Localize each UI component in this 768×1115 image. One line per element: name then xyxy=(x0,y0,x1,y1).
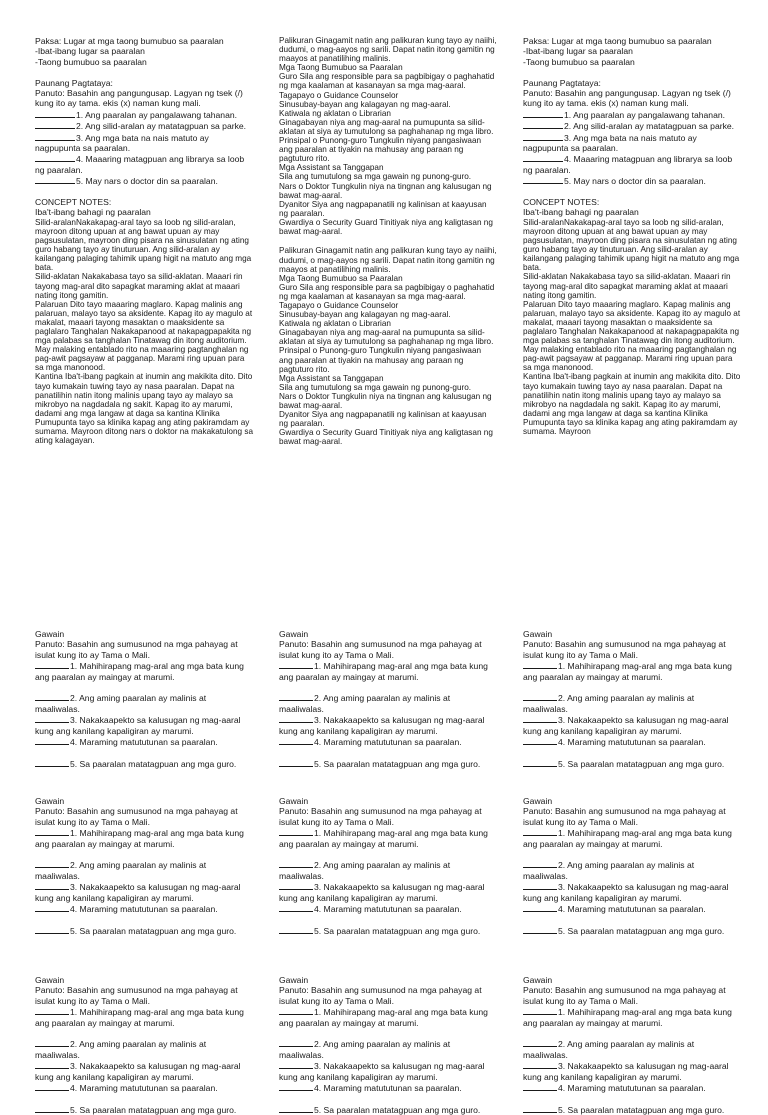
activity-title: Gawain xyxy=(35,796,65,806)
activity-item: 1. Mahihirapang mag-aral ang mga bata kung ang paaralan ay maingay at marumi. xyxy=(279,1007,488,1028)
answer-blank[interactable] xyxy=(35,1082,69,1091)
pretest-item: 1. Ang paaralan ay pangalawang tahanan. xyxy=(35,109,253,120)
answer-blank[interactable] xyxy=(35,1038,69,1047)
answer-blank[interactable] xyxy=(523,1104,557,1113)
answer-blank[interactable] xyxy=(523,109,563,118)
answer-blank[interactable] xyxy=(523,925,557,934)
activity-item: 4. Maraming matututunan sa paaralan. xyxy=(279,736,497,747)
answer-blank[interactable] xyxy=(523,758,557,767)
lesson-column-right xyxy=(523,36,741,436)
answer-blank[interactable] xyxy=(523,859,557,868)
answer-blank[interactable] xyxy=(35,120,75,129)
concept-notes-body: Silid-aralanNakakapag-aral tayo sa loob ng silid-aralan, mayroon ditong upuan at ang bawat upuan ay may pagsusulatan, mayroon ding pisara na sinusulatan ng ating guro habang tayo ay tinuturuan. Ang silid-aralan ay kailangang palaging tahimik upang higit na matuto ang mga bata. Silid-aklatan Nakakabasa tayo sa silid-aklatan. Maaari rin tayong mag-aral dito sapagkat maraming aklat at maaari nating itong gamitin. Palaruan Dito tayo maaaring maglaro. Kapag malinis ang palaruan, malayo tayo sa aksidente. Kapag ito ay magulo at makalat, maaari tayong masaktan o maaksidente sa paglalaro Tanghalan Nakakapanood at nakapagpapakita ng mga palabas sa tanghalan Tinatawag din itong auditorium. May malaking entablado rito na maaaring pagtanghalan ng pag-awit pagsayaw at pagganap. Marami ring upuan para sa mga manonood. Kantina Iba't-ibang pagkain at inumin ang makikita dito. Dito tayo kumakain tuwing tayo ay nasa paaralan. Dapat na panatilihin natin itong malinis upang tayo ay malayo sa mikrobyo na nagdadala ng sakit. Kapag ito ay marumi, dadami ang mga langaw at daga sa kantina Klinika Pumupunta tayo sa klinika kapag ang ating pakiramdam ay sumama. Mayroon xyxy=(523,217,741,437)
answer-blank[interactable] xyxy=(279,660,313,669)
activity-item: 1. Mahihirapang mag-aral ang mga bata kung ang paaralan ay maingay at marumi. xyxy=(523,661,732,682)
concept-notes-body: Silid-aralanNakakapag-aral tayo sa loob ng silid-aralan, mayroon ditong upuan at ang bawat upuan ay may pagsusulatan, mayroon ding pisara na sinusulatan ng ating guro habang tayo ay tinuturuan. Ang silid-aralan ay kailangang palaging tahimik upang higit na matuto ang mga bata. Silid-aklatan Nakakabasa tayo sa silid-aklatan. Maaari rin tayong mag-aral dito sapagkat maraming aklat at maaari nating itong gamitin. Palaruan Dito tayo maaaring maglaro. Kapag malinis ang palaruan, malayo tayo sa aksidente. Kapag ito ay magulo at makalat, maaari tayong masaktan o maaksidente sa paglalaro Tanghalan Nakakapanood at nakapagpapakita ng mga palabas sa tanghalan Tinatawag din itong auditorium. May malaking entablado rito na maaaring pagtanghalan ng pag-awit pagsayaw at pagganap. Marami ring upuan para sa mga manonood. Kantina Iba't-ibang pagkain at inumin ang makikita dito. Dito tayo kumakain tuwing tayo ay nasa paaralan. Dapat na panatilihin natin itong malinis upang tayo ay malayo sa mikrobyo na nagdadala ng sakit. Kapag ito ay marumi, dadami ang mga langaw at daga sa kantina Klinika Pumupunta tayo sa klinika kapag ang ating pakiramdam ay sumama. Mayroon ditong nars o doktor na makakatulong sa ating kalagayan. xyxy=(35,217,253,446)
gawain-activity-block xyxy=(279,975,497,1115)
gawain-activity-block xyxy=(279,629,497,769)
concept-notes-subtitle: Iba't-ibang bahagi ng paaralan xyxy=(35,207,151,218)
activity-item: 5. Sa paaralan matatagpuan ang mga guro. xyxy=(523,1104,741,1115)
activity-title: Gawain xyxy=(279,796,309,806)
activity-item: 2. Ang aming paaralan ay malinis at maaliwalas. xyxy=(523,693,695,714)
gawain-activity-block xyxy=(523,975,741,1115)
answer-blank[interactable] xyxy=(279,1082,313,1091)
activity-instructions: Panuto: Basahin ang sumusunod na mga pahayag at isulat kung ito ay Tama o Mali. xyxy=(523,806,726,827)
answer-blank[interactable] xyxy=(35,736,69,745)
activity-item: 2. Ang aming paaralan ay malinis at maaliwalas. xyxy=(35,1039,207,1060)
answer-blank[interactable] xyxy=(35,132,75,141)
activity-title: Gawain xyxy=(279,629,309,639)
activity-item: 5. Sa paaralan matatagpuan ang mga guro. xyxy=(35,758,253,769)
activity-title: Gawain xyxy=(523,975,553,985)
activity-item: 3. Nakakaapekto sa kalusugan ng mag-aaral kung ang kanilang kapaligiran ay marumi. xyxy=(279,1061,485,1082)
activity-item: 4. Maraming matututunan sa paaralan. xyxy=(523,903,741,914)
activity-item: 4. Maraming matututunan sa paaralan. xyxy=(279,1082,497,1093)
answer-blank[interactable] xyxy=(279,692,313,701)
activity-item: 5. Sa paaralan matatagpuan ang mga guro. xyxy=(279,758,497,769)
pretest-item: 4. Maaaring matagpuan ang librarya sa loob ng paaralan. xyxy=(35,154,245,175)
answer-blank[interactable] xyxy=(279,1104,313,1113)
answer-blank[interactable] xyxy=(35,1104,69,1113)
pretest-title: Paunang Pagtataya: xyxy=(523,77,601,88)
answer-blank[interactable] xyxy=(35,1060,69,1069)
activity-instructions: Panuto: Basahin ang sumusunod na mga pahayag at isulat kung ito ay Tama o Mali. xyxy=(279,639,482,660)
answer-blank[interactable] xyxy=(523,736,557,745)
activity-item: 2. Ang aming paaralan ay malinis at maaliwalas. xyxy=(35,693,207,714)
activity-item: 5. Sa paaralan matatagpuan ang mga guro. xyxy=(279,925,497,936)
subtopic-item: -Ibat-ibang lugar sa paaralan xyxy=(35,46,145,57)
answer-blank[interactable] xyxy=(279,758,313,767)
activity-item: 1. Mahihirapang mag-aral ang mga bata kung ang paaralan ay maingay at marumi. xyxy=(35,1007,244,1028)
activity-instructions: Panuto: Basahin ang sumusunod na mga pahayag at isulat kung ito ay Tama o Mali. xyxy=(523,639,726,660)
activity-item: 2. Ang aming paaralan ay malinis at maaliwalas. xyxy=(523,1039,695,1060)
activity-item: 3. Nakakaapekto sa kalusugan ng mag-aaral kung ang kanilang kapaligiran ay marumi. xyxy=(523,882,729,903)
answer-blank[interactable] xyxy=(35,660,69,669)
answer-blank[interactable] xyxy=(523,827,557,836)
answer-blank[interactable] xyxy=(279,714,313,723)
gawain-activity-block xyxy=(35,796,253,936)
gawain-activity-block xyxy=(35,629,253,769)
pretest-instructions: Panuto: Basahin ang pangungusap. Lagyan ng tsek (/) kung ito ay tama. ekis (x) naman kung mali. xyxy=(523,88,731,109)
activity-item: 5. Sa paaralan matatagpuan ang mga guro. xyxy=(523,925,741,936)
school-people-notes: Palikuran Ginagamit natin ang palikuran kung tayo ay naiihi, dudumi, o mag-aayos ng sarili. Dapat natin itong gamitin ng maayos at panatilihing malinis. Mga Taong Bumubuo sa Paaralan Guro Sila ang responsible para sa pagbibigay o paghahatid ng mga kaalaman at kasanayan sa mga mag-aaral. Tagapayo o Guidance Counselor Sinusubay-bayan ang kalagayan ng mag-aaral. Katiwala ng aklatan o Librarian Ginagabayan niya ang mag-aaral na pumupunta sa silid-aklatan at siya ay tumutulong sa paghahanap ng mga libro. Prinsipal o Punong-guro Tungkulin niyang pangasiwaan ang paaralan at tiyakin na mahusay ang paraan ng pagtuturo rito. Mga Assistant sa Tanggapan Sila ang tumutulong sa mga gawain ng punong-guro. Nars o Doktor Tungkulin niya na tingnan ang kalusugan ng bawat mag-aaral. Dyanitor Siya ang nagpapanatili ng kalinisan at kaayusan ng paaralan. Gwardiya o Security Guard Tinitiyak niya ang kaligtasan ng bawat mag-aaral. xyxy=(279,246,497,447)
answer-blank[interactable] xyxy=(35,109,75,118)
activity-item: 1. Mahihirapang mag-aral ang mga bata kung ang paaralan ay maingay at marumi. xyxy=(35,828,244,849)
activity-item: 3. Nakakaapekto sa kalusugan ng mag-aaral kung ang kanilang kapaligiran ay marumi. xyxy=(279,715,485,736)
answer-blank[interactable] xyxy=(35,714,69,723)
pretest-item: 4. Maaaring matagpuan ang librarya sa loob ng paaralan. xyxy=(523,154,733,175)
answer-blank[interactable] xyxy=(523,1006,557,1015)
activity-title: Gawain xyxy=(279,975,309,985)
activity-item: 5. Sa paaralan matatagpuan ang mga guro. xyxy=(279,1104,497,1115)
answer-blank[interactable] xyxy=(523,692,557,701)
activity-item: 4. Maraming matututunan sa paaralan. xyxy=(523,736,741,747)
answer-blank[interactable] xyxy=(279,903,313,912)
answer-blank[interactable] xyxy=(523,120,563,129)
activity-title: Gawain xyxy=(35,975,65,985)
activity-title: Gawain xyxy=(523,629,553,639)
answer-blank[interactable] xyxy=(279,925,313,934)
gawain-activity-block xyxy=(523,796,741,936)
activity-item: 2. Ang aming paaralan ay malinis at maaliwalas. xyxy=(35,860,207,881)
answer-blank[interactable] xyxy=(35,859,69,868)
activity-instructions: Panuto: Basahin ang sumusunod na mga pahayag at isulat kung ito ay Tama o Mali. xyxy=(279,806,482,827)
activity-item: 4. Maraming matututunan sa paaralan. xyxy=(279,903,497,914)
topic-title: Paksa: Lugar at mga taong bumubuo sa paaralan xyxy=(523,36,712,46)
activity-item: 4. Maraming matututunan sa paaralan. xyxy=(523,1082,741,1093)
concept-notes-title: CONCEPT NOTES: xyxy=(523,197,600,208)
answer-blank[interactable] xyxy=(35,881,69,890)
answer-blank[interactable] xyxy=(279,1006,313,1015)
activity-instructions: Panuto: Basahin ang sumusunod na mga pahayag at isulat kung ito ay Tama o Mali. xyxy=(279,985,482,1006)
answer-blank[interactable] xyxy=(35,758,69,767)
answer-blank[interactable] xyxy=(523,175,563,184)
activity-item: 4. Maraming matututunan sa paaralan. xyxy=(35,903,253,914)
activity-item: 1. Mahihirapang mag-aral ang mga bata kung ang paaralan ay maingay at marumi. xyxy=(35,661,244,682)
pretest-item: 2. Ang silid-aralan ay matatagpuan sa parke. xyxy=(523,120,741,131)
answer-blank[interactable] xyxy=(523,132,563,141)
activity-item: 1. Mahihirapang mag-aral ang mga bata kung ang paaralan ay maingay at marumi. xyxy=(523,828,732,849)
answer-blank[interactable] xyxy=(523,714,557,723)
pretest-item: 2. Ang silid-aralan ay matatagpuan sa parke. xyxy=(35,120,253,131)
gawain-activity-block xyxy=(523,629,741,769)
activity-item: 3. Nakakaapekto sa kalusugan ng mag-aaral kung ang kanilang kapaligiran ay marumi. xyxy=(523,1061,729,1082)
pretest-item: 5. May nars o doctor din sa paaralan. xyxy=(523,175,741,186)
answer-blank[interactable] xyxy=(523,1038,557,1047)
gawain-activity-block xyxy=(279,796,497,936)
subtopic-item: -Taong bumubuo sa paaralan xyxy=(523,56,635,67)
activity-item: 4. Maraming matututunan sa paaralan. xyxy=(35,1082,253,1093)
pretest-item: 1. Ang paaralan ay pangalawang tahanan. xyxy=(523,109,741,120)
answer-blank[interactable] xyxy=(35,903,69,912)
lesson-column-middle xyxy=(279,36,497,447)
school-people-notes: Palikuran Ginagamit natin ang palikuran kung tayo ay naiihi, dudumi, o mag-aayos ng sarili. Dapat natin itong gamitin ng maayos at panatilihing malinis. Mga Taong Bumubuo sa Paaralan Guro Sila ang responsible para sa pagbibigay o paghahatid ng mga kaalaman at kasanayan sa mga mag-aaral. Tagapayo o Guidance Counselor Sinusubay-bayan ang kalagayan ng mag-aaral. Katiwala ng aklatan o Librarian Ginagabayan niya ang mag-aaral na pumupunta sa silid-aklatan at siya ay tumutulong sa paghahanap ng mga libro. Prinsipal o Punong-guro Tungkulin niyang pangasiwaan ang paaralan at tiyakin na mahusay ang paraan ng pagtuturo rito. Mga Assistant sa Tanggapan Sila ang tumutulong sa mga gawain ng punong-guro. Nars o Doktor Tungkulin niya na tingnan ang kalusugan ng bawat mag-aaral. Dyanitor Siya ang nagpapanatili ng kalinisan at kaayusan ng paaralan. Gwardiya o Security Guard Tinitiyak niya ang kaligtasan ng bawat mag-aaral. xyxy=(279,36,497,236)
concept-notes-subtitle: Iba't-ibang bahagi ng paaralan xyxy=(523,207,639,218)
activity-item: 1. Mahihirapang mag-aral ang mga bata kung ang paaralan ay maingay at marumi. xyxy=(523,1007,732,1028)
subtopic-item: -Ibat-ibang lugar sa paaralan xyxy=(523,46,633,57)
answer-blank[interactable] xyxy=(523,881,557,890)
activity-item: 4. Maraming matututunan sa paaralan. xyxy=(35,736,253,747)
answer-blank[interactable] xyxy=(35,1006,69,1015)
activity-item: 5. Sa paaralan matatagpuan ang mga guro. xyxy=(35,1104,253,1115)
activity-item: 3. Nakakaapekto sa kalusugan ng mag-aaral kung ang kanilang kapaligiran ay marumi. xyxy=(523,715,729,736)
answer-blank[interactable] xyxy=(279,1038,313,1047)
activity-item: 2. Ang aming paaralan ay malinis at maaliwalas. xyxy=(279,1039,451,1060)
activity-instructions: Panuto: Basahin ang sumusunod na mga pahayag at isulat kung ito ay Tama o Mali. xyxy=(35,806,238,827)
activity-instructions: Panuto: Basahin ang sumusunod na mga pahayag at isulat kung ito ay Tama o Mali. xyxy=(35,639,238,660)
pretest-instructions: Panuto: Basahin ang pangungusap. Lagyan ng tsek (/) kung ito ay tama. ekis (x) naman kung mali. xyxy=(35,88,243,109)
activity-item: 2. Ang aming paaralan ay malinis at maaliwalas. xyxy=(523,860,695,881)
answer-blank[interactable] xyxy=(279,881,313,890)
answer-blank[interactable] xyxy=(523,660,557,669)
subtopic-item: -Taong bumubuo sa paaralan xyxy=(35,56,147,67)
pretest-title: Paunang Pagtataya: xyxy=(35,77,113,88)
answer-blank[interactable] xyxy=(35,153,75,162)
topic-title: Paksa: Lugar at mga taong bumubuo sa paaralan xyxy=(35,36,224,46)
activity-item: 2. Ang aming paaralan ay malinis at maaliwalas. xyxy=(279,860,451,881)
answer-blank[interactable] xyxy=(279,736,313,745)
answer-blank[interactable] xyxy=(35,175,75,184)
activity-instructions: Panuto: Basahin ang sumusunod na mga pahayag at isulat kung ito ay Tama o Mali. xyxy=(523,985,726,1006)
answer-blank[interactable] xyxy=(35,827,69,836)
answer-blank[interactable] xyxy=(279,1060,313,1069)
pretest-item: 5. May nars o doctor din sa paaralan. xyxy=(35,175,253,186)
concept-notes-title: CONCEPT NOTES: xyxy=(35,197,112,208)
answer-blank[interactable] xyxy=(35,925,69,934)
activity-item: 2. Ang aming paaralan ay malinis at maaliwalas. xyxy=(279,693,451,714)
activity-item: 3. Nakakaapekto sa kalusugan ng mag-aaral kung ang kanilang kapaligiran ay marumi. xyxy=(35,1061,241,1082)
lesson-column-left xyxy=(35,36,253,445)
answer-blank[interactable] xyxy=(523,1082,557,1091)
activity-item: 1. Mahihirapang mag-aral ang mga bata kung ang paaralan ay maingay at marumi. xyxy=(279,828,488,849)
answer-blank[interactable] xyxy=(523,903,557,912)
activity-item: 5. Sa paaralan matatagpuan ang mga guro. xyxy=(35,925,253,936)
activity-item: 3. Nakakaapekto sa kalusugan ng mag-aaral kung ang kanilang kapaligiran ay marumi. xyxy=(279,882,485,903)
activity-instructions: Panuto: Basahin ang sumusunod na mga pahayag at isulat kung ito ay Tama o Mali. xyxy=(35,985,238,1006)
answer-blank[interactable] xyxy=(279,859,313,868)
pretest-item: 3. Ang mga bata na nais matuto ay nagpupunta sa paaralan. xyxy=(35,132,209,154)
answer-blank[interactable] xyxy=(523,153,563,162)
answer-blank[interactable] xyxy=(279,827,313,836)
activity-item: 5. Sa paaralan matatagpuan ang mga guro. xyxy=(523,758,741,769)
activity-item: 3. Nakakaapekto sa kalusugan ng mag-aaral kung ang kanilang kapaligiran ay marumi. xyxy=(35,715,241,736)
answer-blank[interactable] xyxy=(523,1060,557,1069)
activity-item: 3. Nakakaapekto sa kalusugan ng mag-aaral kung ang kanilang kapaligiran ay marumi. xyxy=(35,882,241,903)
activity-title: Gawain xyxy=(523,796,553,806)
gawain-activity-block xyxy=(35,975,253,1115)
activity-item: 1. Mahihirapang mag-aral ang mga bata kung ang paaralan ay maingay at marumi. xyxy=(279,661,488,682)
activity-title: Gawain xyxy=(35,629,65,639)
pretest-item: 3. Ang mga bata na nais matuto ay nagpupunta sa paaralan. xyxy=(523,132,697,154)
answer-blank[interactable] xyxy=(35,692,69,701)
